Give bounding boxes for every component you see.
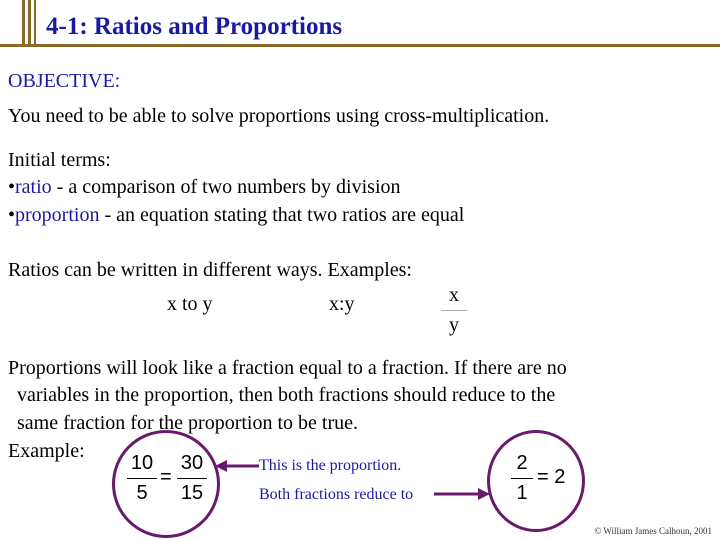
reduced-numerator: 2 (516, 452, 528, 474)
proportion-left-fraction (127, 452, 157, 505)
ratio-fraction-numerator: x (449, 284, 459, 306)
ratio-fraction-denominator: y (449, 314, 459, 336)
term-proportion (8, 201, 464, 229)
example-label: Example: (8, 440, 85, 462)
objective-label: OBJECTIVE: (8, 70, 121, 92)
arrow-to-reduced-icon (432, 486, 492, 502)
left-denominator: 5 (136, 482, 148, 504)
bullet: • (8, 204, 16, 226)
header-bar-left-2 (28, 0, 31, 47)
fraction-bar (511, 478, 533, 479)
header-bar-left-1 (22, 0, 25, 47)
copyright-credit: © William James Calhoun, 2001 (594, 526, 712, 536)
fraction-bar (177, 478, 207, 479)
ratios-intro: Ratios can be written in different ways. Examples: (8, 259, 412, 281)
proportions-line-3: same fraction for the proportion to be true. (17, 412, 358, 434)
header-underline (0, 44, 720, 47)
bullet: • (8, 176, 16, 198)
term-proportion-word: proportion (15, 204, 100, 226)
terms-heading: Initial terms: (8, 149, 111, 171)
proportions-line-2: variables in the proportion, then both fractions should reduce to the (17, 384, 556, 406)
reduced-circle (487, 430, 585, 532)
proportions-line-1: Proportions will look like a fraction equal to a fraction. If there are no (8, 357, 567, 379)
proportion-right-fraction (177, 452, 207, 505)
reduced-fraction (511, 452, 533, 505)
right-numerator: 30 (180, 452, 204, 474)
proportion-equals: = (160, 466, 172, 488)
reduced-result: = 2 (537, 466, 566, 488)
annotation-reduce: Both fractions reduce to (259, 486, 414, 503)
reduced-denominator: 1 (516, 482, 528, 504)
ratio-form-colon: x:y (329, 293, 355, 315)
annotation-proportion: This is the proportion. (259, 457, 402, 474)
fraction-bar (441, 310, 467, 311)
ratio-form-to: x to y (167, 293, 213, 315)
header-bar-left-3 (34, 0, 36, 47)
term-ratio-word: ratio (15, 176, 52, 198)
term-ratio-definition: - a comparison of two numbers by division (51, 176, 401, 198)
right-denominator: 15 (180, 482, 204, 504)
page-title: 4-1: Ratios and Proportions (46, 13, 343, 40)
term-ratio (8, 173, 401, 201)
ratio-form-fraction (441, 284, 467, 337)
objective-text: You need to be able to solve proportions using cross-multiplication. (8, 105, 550, 127)
left-numerator: 10 (130, 452, 154, 474)
fraction-bar (127, 478, 157, 479)
arrow-to-proportion-icon (213, 458, 261, 474)
term-proportion-definition: - an equation stating that two ratios are equal (99, 204, 465, 226)
